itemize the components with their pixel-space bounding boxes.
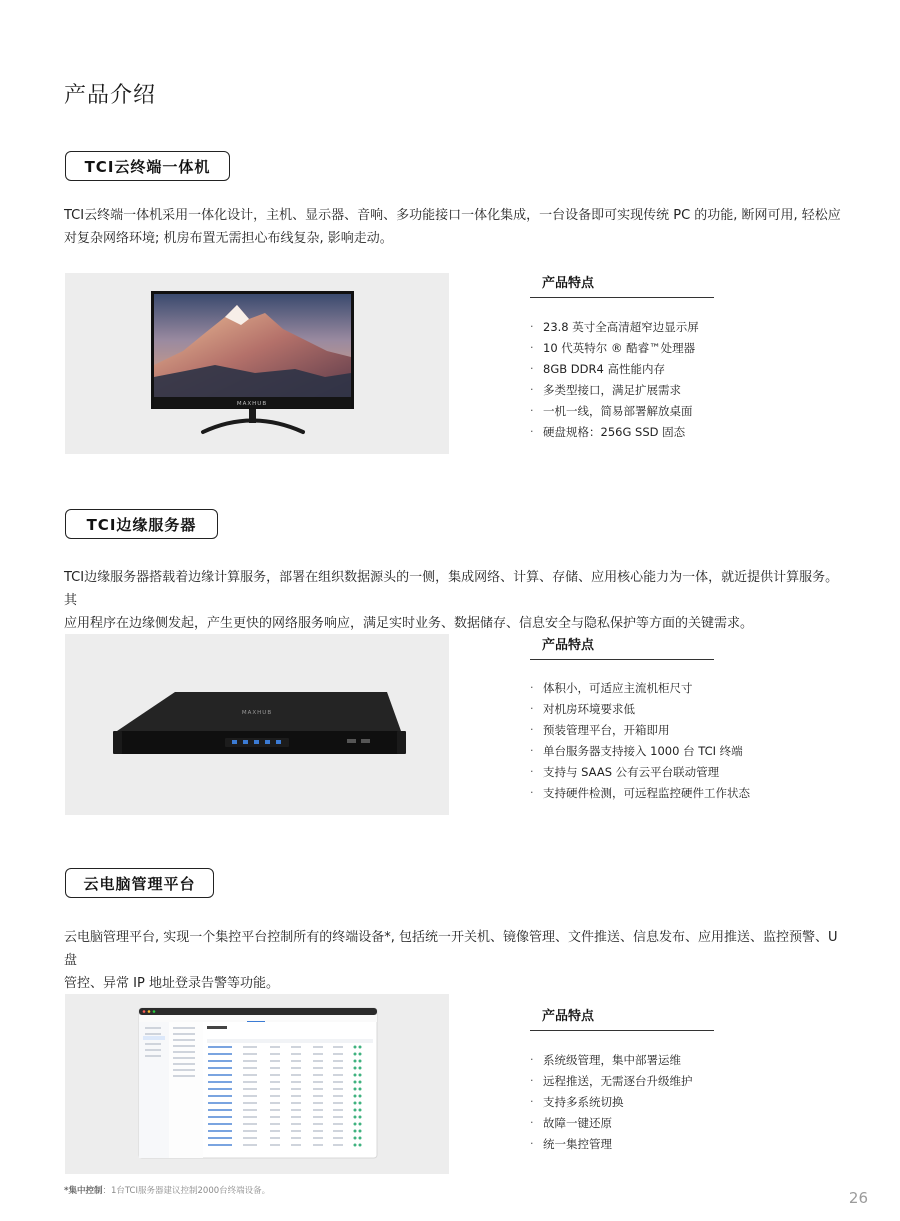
feature-text: 系统级管理，集中部署运维 [543,1052,681,1067]
feature-item [530,782,750,803]
features-divider [530,1030,714,1031]
product-image-server [65,634,449,815]
bullet-icon: · [530,1053,534,1066]
feature-text: 多类型接口，满足扩展需求 [543,382,681,397]
monitor-illustration [65,273,449,454]
page-title: 产品介绍 [64,83,157,108]
feature-text: 对机房环境要求低 [543,701,635,716]
feature-text: 一机一线，简易部署解放桌面 [543,403,693,418]
section-description-all-in-one [64,204,844,250]
bullet-icon: · [530,765,534,778]
page-number: 26 [848,1189,868,1207]
footnote-text: ：1台TCI服务器建议控制2000台终端设备。 [102,1186,271,1196]
feature-text: 10 代英特尔 ® 酷睿™处理器 [543,340,696,355]
feature-item [530,1112,693,1133]
bullet-icon: · [530,362,534,375]
product-image-monitor [65,273,449,454]
features-list-all-in-one [530,316,699,442]
feature-item [530,1049,693,1070]
bullet-icon: · [530,723,534,736]
monitor-brand-text: MAXHUB [236,401,268,407]
features-divider [530,659,714,660]
feature-item [530,1070,693,1091]
features-list-edge-server [530,677,750,803]
bullet-icon: · [530,425,534,438]
feature-text: 预装管理平台，开箱即用 [543,722,670,737]
feature-item [530,677,750,698]
feature-text: 体积小，可适应主流机柜尺寸 [543,680,693,695]
feature-text: 远程推送，无需逐台升级维护 [543,1073,693,1088]
features-title: 产品特点 [542,1009,595,1024]
bullet-icon: · [530,1074,534,1087]
product-image-platform-screenshot [65,994,449,1174]
description-line: TCI边缘服务器搭载着边缘计算服务，部署在组织数据源头的一侧，集成网络、计算、存储、应用核心能力为一体，就近提供计算服务。其 [64,570,839,608]
bullet-icon: · [530,1137,534,1150]
description-line: TCI云终端一体机采用一体化设计，主机、显示器、音响、多功能接口一体化集成，一台设备即可实现传统 PC 的功能, 断网可用, 轻松应 [64,208,841,223]
feature-text: 8GB DDR4 高性能内存 [543,361,665,376]
feature-item [530,719,750,740]
server-brand-text: MAXHUB [241,710,273,716]
section-tag-all-in-one: TCI云终端一体机 [65,151,230,181]
features-list-management-platform [530,1049,693,1154]
feature-text: 硬盘规格：256G SSD 固态 [543,424,686,439]
feature-item [530,421,699,442]
feature-item [530,698,750,719]
bullet-icon: · [530,681,534,694]
bullet-icon: · [530,1116,534,1129]
feature-text: 故障一键还原 [543,1115,612,1130]
feature-item [530,316,699,337]
bullet-icon: · [530,744,534,757]
feature-item [530,337,699,358]
features-divider [530,297,714,298]
features-title: 产品特点 [542,638,595,653]
bullet-icon: · [530,383,534,396]
server-illustration [65,634,449,815]
section-description-edge-server [64,566,844,635]
feature-item [530,1091,693,1112]
footnote [64,1184,270,1196]
features-title: 产品特点 [542,276,595,291]
description-line: 对复杂网络环境; 机房布置无需担心布线复杂, 影响走动。 [64,231,393,246]
platform-screenshot-illustration [65,994,449,1174]
feature-item [530,379,699,400]
description-line: 管控、异常 IP 地址登录告警等功能。 [64,976,279,991]
bullet-icon: · [530,320,534,333]
feature-text: 支持多系统切换 [543,1094,624,1109]
bullet-icon: · [530,786,534,799]
feature-item [530,740,750,761]
feature-item [530,358,699,379]
description-line: 云电脑管理平台, 实现一个集控平台控制所有的终端设备*, 包括统一开关机、镜像管理、文件推送、信息发布、应用推送、监控预警、U 盘 [64,930,838,968]
feature-text: 统一集控管理 [543,1136,612,1151]
feature-text: 单台服务器支持接入 1000 台 TCI 终端 [543,743,743,758]
section-tag-edge-server: TCI边缘服务器 [65,509,218,539]
bullet-icon: · [530,404,534,417]
footnote-label: *集中控制 [64,1186,103,1196]
bullet-icon: · [530,702,534,715]
feature-item [530,761,750,782]
feature-text: 支持与 SAAS 公有云平台联动管理 [543,764,720,779]
section-tag-management-platform: 云电脑管理平台 [65,868,214,898]
feature-item [530,400,699,421]
feature-text: 23.8 英寸全高清超窄边显示屏 [543,319,699,334]
feature-item [530,1133,693,1154]
section-description-management-platform [64,926,844,995]
feature-text: 支持硬件检测，可远程监控硬件工作状态 [543,785,750,800]
bullet-icon: · [530,341,534,354]
description-line: 应用程序在边缘侧发起，产生更快的网络服务响应，满足实时业务、数据储存、信息安全与隐私保护等方面的关键需求。 [64,616,754,631]
bullet-icon: · [530,1095,534,1108]
